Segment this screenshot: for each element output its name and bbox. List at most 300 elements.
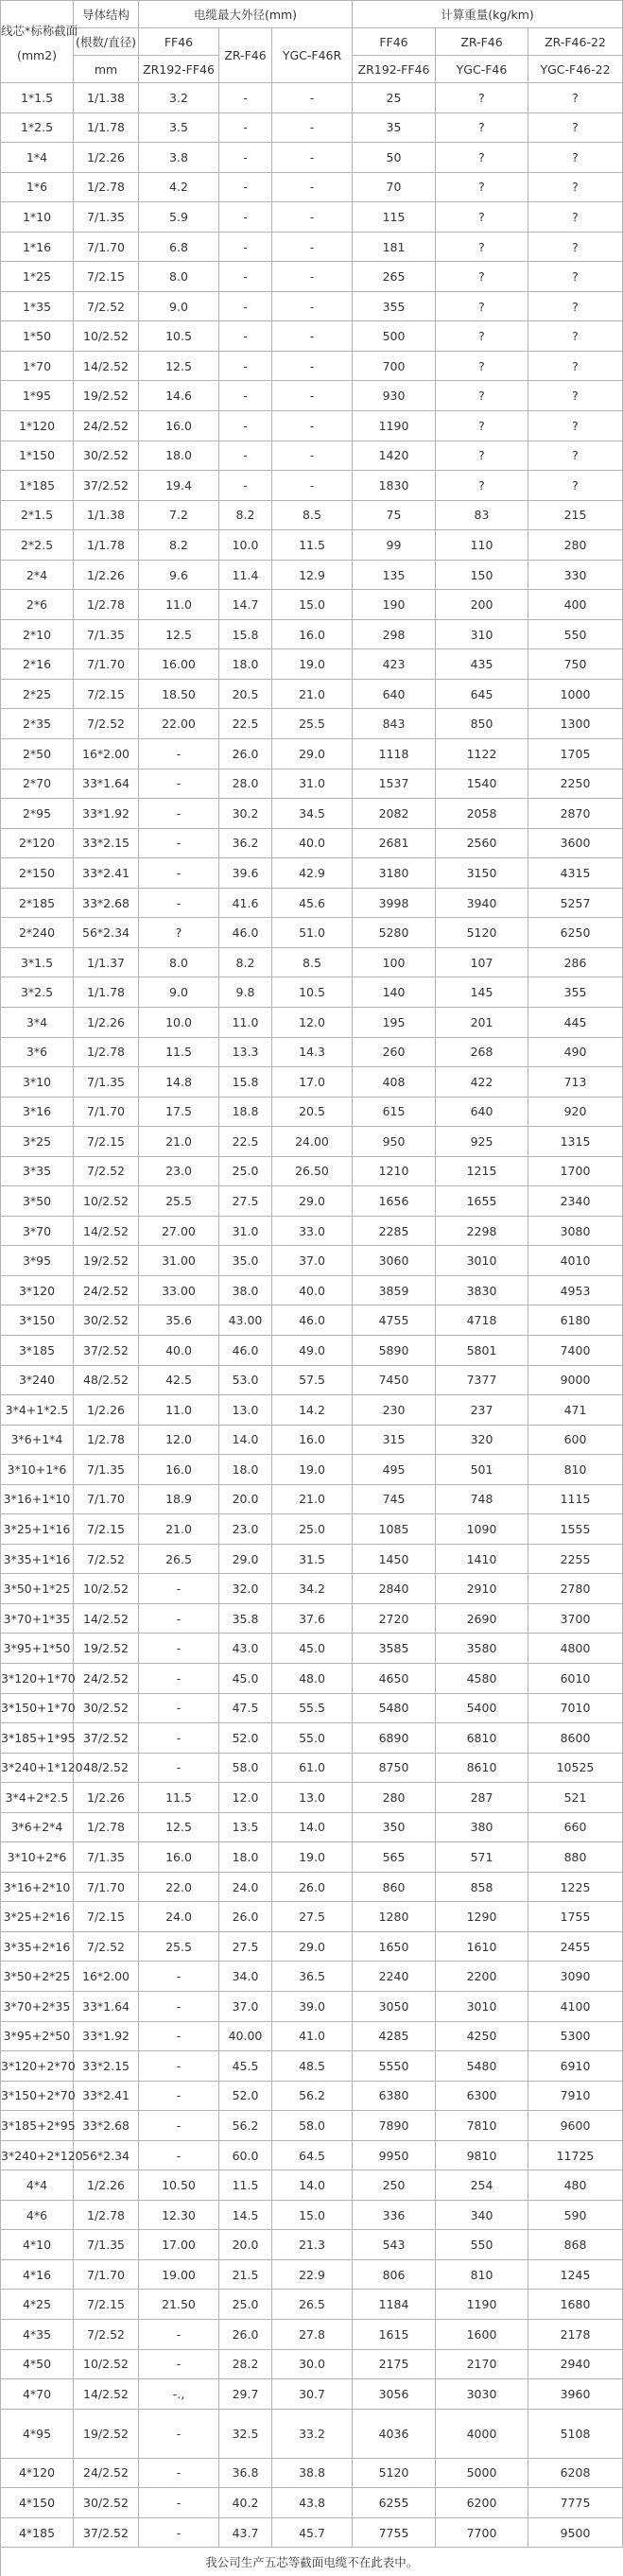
cell-conductor: 1/2.78	[74, 2200, 139, 2230]
cell-d-ff46: 26.5	[139, 1544, 219, 1574]
cell-w-zr-f46-22: 1680	[528, 2290, 623, 2320]
cell-d-ygc-f46r: 45.6	[272, 888, 353, 918]
cell-conductor: 24/2.52	[74, 1275, 139, 1305]
cell-w-zr-f46: 110	[436, 530, 528, 561]
cell-w-zr-f46: 3010	[436, 1992, 528, 2022]
cell-conductor: 7/1.70	[74, 1484, 139, 1514]
cell-d-ff46: 18.9	[139, 1484, 219, 1514]
cell-w-zr-f46-22: 6250	[528, 918, 623, 948]
cell-conductor: 48/2.52	[74, 1365, 139, 1395]
cell-d-ff46: 16.0	[139, 411, 219, 441]
cell-d-ygc-f46r: 55.0	[272, 1723, 353, 1754]
header-d-ygc-f46r: YGC-F46R	[272, 28, 353, 83]
table-row	[1, 1723, 623, 1754]
cell-d-ff46: 10.0	[139, 1007, 219, 1037]
cell-d-zr-f46: 32.0	[219, 1574, 272, 1604]
cell-w-zr-f46-22: 3080	[528, 1216, 623, 1246]
cell-w-ff46: 2082	[353, 799, 436, 829]
table-row	[1, 1872, 623, 1902]
cell-w-zr-f46: 287	[436, 1783, 528, 1813]
cell-d-ygc-f46r: 31.5	[272, 1544, 353, 1574]
cell-w-zr-f46: ?	[436, 381, 528, 411]
cell-w-zr-f46: 5120	[436, 918, 528, 948]
cell-w-zr-f46-22: 490	[528, 1037, 623, 1067]
cell-w-zr-f46: 2690	[436, 1603, 528, 1634]
cell-conductor: 1/1.38	[74, 83, 139, 113]
cell-w-ff46: 950	[353, 1127, 436, 1157]
cell-core-section: 1*1.5	[1, 83, 74, 113]
cell-core-section: 4*185	[1, 2517, 74, 2548]
cell-d-ff46: 11.5	[139, 1037, 219, 1067]
cell-w-ff46: 5120	[353, 2458, 436, 2488]
cell-conductor: 7/2.52	[74, 291, 139, 321]
header-core-section-unit: (mm2)	[16, 47, 58, 62]
cell-core-section: 2*4	[1, 560, 74, 590]
cell-w-zr-f46: 107	[436, 947, 528, 977]
cell-d-zr-f46: 30.2	[219, 799, 272, 829]
cell-w-ff46: 6890	[353, 1723, 436, 1754]
cell-conductor: 33*2.68	[74, 2111, 139, 2141]
cell-d-ff46: 16.0	[139, 1842, 219, 1873]
cell-conductor: 1/2.78	[74, 590, 139, 620]
cell-core-section: 2*120	[1, 828, 74, 858]
cell-core-section: 3*2.5	[1, 977, 74, 1008]
cell-w-zr-f46-22: 355	[528, 977, 623, 1008]
cell-d-ygc-f46r: 51.0	[272, 918, 353, 948]
cell-d-zr-f46: 14.7	[219, 590, 272, 620]
cell-conductor: 16*2.00	[74, 1962, 139, 1992]
cell-core-section: 1*35	[1, 291, 74, 321]
cell-d-ygc-f46r: 61.0	[272, 1753, 353, 1783]
cell-core-section: 3*6	[1, 1037, 74, 1067]
table-row	[1, 888, 623, 918]
cell-w-zr-f46: 310	[436, 619, 528, 649]
cell-w-zr-f46: 4580	[436, 1663, 528, 1693]
cell-w-zr-f46-22: ?	[528, 441, 623, 471]
cell-w-ff46: 2840	[353, 1574, 436, 1604]
cell-w-zr-f46-22: 920	[528, 1097, 623, 1127]
cell-w-ff46: 250	[353, 2170, 436, 2201]
cell-conductor: 1/2.26	[74, 1783, 139, 1813]
cell-w-zr-f46-22: 8600	[528, 1723, 623, 1754]
cell-w-zr-f46-22: ?	[528, 232, 623, 262]
cell-w-ff46: 355	[353, 291, 436, 321]
cell-w-zr-f46: 200	[436, 590, 528, 620]
cell-conductor: 10/2.52	[74, 2349, 139, 2379]
cell-w-zr-f46-22: ?	[528, 381, 623, 411]
cell-d-zr-f46: 15.8	[219, 619, 272, 649]
cell-w-ff46: 2720	[353, 1603, 436, 1634]
cell-w-zr-f46-22: 1555	[528, 1514, 623, 1545]
cell-d-ff46: 22.00	[139, 709, 219, 739]
header-core-section	[1, 1, 78, 83]
cell-w-zr-f46-22: 1700	[528, 1156, 623, 1186]
cell-w-zr-f46-22: 6180	[528, 1305, 623, 1336]
cell-d-ff46: 12.5	[139, 619, 219, 649]
cell-d-zr-f46: 23.0	[219, 1514, 272, 1545]
cell-w-zr-f46-22: ?	[528, 172, 623, 202]
cell-w-zr-f46-22: ?	[528, 143, 623, 173]
cell-core-section: 2*185	[1, 888, 74, 918]
table-row	[1, 1693, 623, 1723]
cell-d-zr-f46: -	[219, 202, 272, 233]
table-row	[1, 1753, 623, 1783]
cell-conductor: 33*1.64	[74, 769, 139, 799]
cell-d-ff46: 35.6	[139, 1305, 219, 1336]
cell-conductor: 14/2.52	[74, 351, 139, 381]
cell-d-ff46: -	[139, 769, 219, 799]
table-row	[1, 1812, 623, 1842]
cell-w-ff46: 190	[353, 590, 436, 620]
cell-conductor: 7/1.35	[74, 2230, 139, 2260]
table-row	[1, 1425, 623, 1455]
cell-w-ff46: 5550	[353, 2051, 436, 2082]
cell-d-ff46: -	[139, 2021, 219, 2051]
table-row	[1, 2458, 623, 2488]
table-row	[1, 2349, 623, 2379]
table-row	[1, 1902, 623, 1932]
table-row	[1, 2230, 623, 2260]
cell-core-section: 3*185	[1, 1335, 74, 1365]
cell-w-zr-f46: 380	[436, 1812, 528, 1842]
cell-core-section: 4*35	[1, 2320, 74, 2350]
cell-w-ff46: 2681	[353, 828, 436, 858]
cell-w-zr-f46: 5480	[436, 2051, 528, 2082]
cell-w-ff46: 543	[353, 2230, 436, 2260]
cell-core-section: 1*150	[1, 441, 74, 471]
cell-w-ff46: 1650	[353, 1931, 436, 1962]
table-row	[1, 2111, 623, 2141]
cell-core-section: 2*1.5	[1, 500, 74, 530]
table-row	[1, 351, 623, 381]
cell-d-ygc-f46r: 48.5	[272, 2051, 353, 2082]
cell-w-ff46: 7755	[353, 2517, 436, 2548]
cell-conductor: 16*2.00	[74, 739, 139, 769]
table-row	[1, 2051, 623, 2082]
cell-d-ygc-f46r: 12.0	[272, 1007, 353, 1037]
cell-d-zr-f46: 56.2	[219, 2111, 272, 2141]
cell-d-zr-f46: 36.2	[219, 828, 272, 858]
cell-d-ygc-f46r: 29.0	[272, 1931, 353, 1962]
cell-w-zr-f46-22: 7400	[528, 1335, 623, 1365]
cell-core-section: 3*6+2*4	[1, 1812, 74, 1842]
header-conductor-unit: mm	[74, 56, 139, 83]
cell-d-ygc-f46r: 19.0	[272, 649, 353, 680]
cell-w-ff46: 408	[353, 1067, 436, 1098]
cell-w-zr-f46: 3580	[436, 1634, 528, 1664]
cell-d-ff46: -	[139, 1574, 219, 1604]
cell-w-zr-f46-22: ?	[528, 112, 623, 143]
cell-d-ygc-f46r: 29.0	[272, 739, 353, 769]
cell-conductor: 33*1.64	[74, 1992, 139, 2022]
cell-d-zr-f46: 28.2	[219, 2349, 272, 2379]
cell-w-zr-f46: 2298	[436, 1216, 528, 1246]
cell-d-ygc-f46r: 15.0	[272, 590, 353, 620]
cell-core-section: 3*4+1*2.5	[1, 1395, 74, 1426]
cell-d-ygc-f46r: 45.0	[272, 1634, 353, 1664]
cell-core-section: 2*2.5	[1, 530, 74, 561]
cell-d-ygc-f46r: 46.0	[272, 1305, 353, 1336]
header-d-zr192-ff46: ZR192-FF46	[139, 56, 219, 83]
cell-d-ygc-f46r: 8.5	[272, 947, 353, 977]
cell-d-ff46: -	[139, 1723, 219, 1754]
cell-w-zr-f46: 7700	[436, 2517, 528, 2548]
cell-w-zr-f46-22: 5257	[528, 888, 623, 918]
cell-w-zr-f46-22: 330	[528, 560, 623, 590]
table-row	[1, 2021, 623, 2051]
cell-d-ff46: -	[139, 828, 219, 858]
cell-d-ff46: 24.0	[139, 1902, 219, 1932]
cell-d-zr-f46: 60.0	[219, 2140, 272, 2170]
cell-w-zr-f46: 571	[436, 1842, 528, 1873]
cell-d-ff46: -	[139, 2488, 219, 2518]
cell-d-ff46: 9.6	[139, 560, 219, 590]
cell-w-zr-f46-22: 7910	[528, 2081, 623, 2111]
cell-w-ff46: 3056	[353, 2379, 436, 2410]
cell-w-zr-f46: 2200	[436, 1962, 528, 1992]
cell-w-zr-f46-22: 1115	[528, 1484, 623, 1514]
cell-w-zr-f46: ?	[436, 411, 528, 441]
cell-d-zr-f46: 46.0	[219, 918, 272, 948]
cell-w-zr-f46: 201	[436, 1007, 528, 1037]
cell-conductor: 30/2.52	[74, 1305, 139, 1336]
cell-w-zr-f46: 4250	[436, 2021, 528, 2051]
cell-conductor: 7/1.35	[74, 1842, 139, 1873]
cell-conductor: 33*2.15	[74, 2051, 139, 2082]
cell-w-ff46: 265	[353, 262, 436, 292]
cell-core-section: 4*120	[1, 2458, 74, 2488]
cell-d-ff46: -	[139, 1962, 219, 1992]
cell-conductor: 1/1.78	[74, 977, 139, 1008]
cell-d-ygc-f46r: 31.0	[272, 769, 353, 799]
cell-w-zr-f46: 6300	[436, 2081, 528, 2111]
cell-d-ff46: 19.00	[139, 2259, 219, 2290]
cell-w-ff46: 565	[353, 1842, 436, 1873]
cell-d-zr-f46: 27.5	[219, 1931, 272, 1962]
table-row	[1, 1246, 623, 1276]
cell-conductor: 24/2.52	[74, 1663, 139, 1693]
cell-d-zr-f46: 40.00	[219, 2021, 272, 2051]
table-row	[1, 1783, 623, 1813]
cell-d-ff46: 17.5	[139, 1097, 219, 1127]
header-core-section-label: 线芯*标称截面	[1, 23, 78, 38]
cell-core-section: 1*25	[1, 262, 74, 292]
cell-d-ff46: -	[139, 2051, 219, 2082]
cell-w-ff46: 25	[353, 83, 436, 113]
cell-w-zr-f46-22: 5108	[528, 2409, 623, 2458]
cell-w-zr-f46-22: 3600	[528, 828, 623, 858]
cell-w-zr-f46-22: 11725	[528, 2140, 623, 2170]
table-row	[1, 947, 623, 977]
cell-d-zr-f46: 58.0	[219, 1753, 272, 1783]
cell-d-zr-f46: 43.0	[219, 1634, 272, 1664]
cell-core-section: 2*10	[1, 619, 74, 649]
table-row	[1, 1574, 623, 1604]
header-w-ff46: FF46	[353, 28, 436, 56]
cell-conductor: 7/2.15	[74, 679, 139, 709]
cell-conductor: 37/2.52	[74, 1723, 139, 1754]
cell-w-ff46: 195	[353, 1007, 436, 1037]
cell-d-ygc-f46r: 10.5	[272, 977, 353, 1008]
cell-w-ff46: 336	[353, 2200, 436, 2230]
cell-d-zr-f46: 43.00	[219, 1305, 272, 1336]
cell-w-zr-f46-22: 2255	[528, 1544, 623, 1574]
cell-conductor: 1/2.78	[74, 172, 139, 202]
cell-d-zr-f46: 11.5	[219, 2170, 272, 2201]
cell-conductor: 7/1.35	[74, 1455, 139, 1485]
cell-w-ff46: 5280	[353, 918, 436, 948]
cell-d-ygc-f46r: 21.0	[272, 679, 353, 709]
cell-d-ff46: 19.4	[139, 471, 219, 501]
table-row	[1, 649, 623, 680]
cell-d-zr-f46: -	[219, 441, 272, 471]
cell-w-ff46: 230	[353, 1395, 436, 1426]
cell-d-ygc-f46r: 64.5	[272, 2140, 353, 2170]
cell-w-zr-f46-22: 4315	[528, 858, 623, 889]
cell-d-ygc-f46r: 15.0	[272, 2200, 353, 2230]
cell-core-section: 3*95+1*50	[1, 1634, 74, 1664]
cell-w-ff46: 75	[353, 500, 436, 530]
cell-d-ff46: 27.00	[139, 1216, 219, 1246]
cell-w-zr-f46: ?	[436, 143, 528, 173]
table-body	[1, 83, 623, 2548]
cell-conductor: 7/1.70	[74, 649, 139, 680]
cell-d-zr-f46: 45.0	[219, 1663, 272, 1693]
cell-w-zr-f46-22: 10525	[528, 1753, 623, 1783]
cell-d-zr-f46: 20.5	[219, 679, 272, 709]
cell-w-zr-f46-22: ?	[528, 83, 623, 113]
cell-conductor: 48/2.52	[74, 1753, 139, 1783]
cell-w-zr-f46-22: 400	[528, 590, 623, 620]
cell-conductor: 1/1.38	[74, 500, 139, 530]
cell-d-ff46: 25.5	[139, 1186, 219, 1217]
cell-w-zr-f46-22: ?	[528, 291, 623, 321]
cell-w-zr-f46-22: 6910	[528, 2051, 623, 2082]
cell-core-section: 1*6	[1, 172, 74, 202]
cell-d-ff46: 11.0	[139, 590, 219, 620]
cell-conductor: 14/2.52	[74, 1603, 139, 1634]
cell-w-zr-f46-22: 550	[528, 619, 623, 649]
cell-core-section: 3*1.5	[1, 947, 74, 977]
cell-core-section: 1*2.5	[1, 112, 74, 143]
cell-d-ygc-f46r: 14.3	[272, 1037, 353, 1067]
cell-d-zr-f46: 18.0	[219, 649, 272, 680]
cell-core-section: 3*120	[1, 1275, 74, 1305]
cell-conductor: 1/1.78	[74, 530, 139, 561]
cell-w-zr-f46-22: ?	[528, 411, 623, 441]
table-row	[1, 172, 623, 202]
cell-d-ygc-f46r: 27.8	[272, 2320, 353, 2350]
table-row	[1, 2488, 623, 2518]
cell-conductor: 33*1.92	[74, 2021, 139, 2051]
cell-w-zr-f46: 4718	[436, 1305, 528, 1336]
cell-d-ygc-f46r: -	[272, 112, 353, 143]
cell-conductor: 7/2.15	[74, 2290, 139, 2320]
cell-w-zr-f46: 7377	[436, 1365, 528, 1395]
cell-d-ygc-f46r: 16.0	[272, 1425, 353, 1455]
cell-w-zr-f46-22: 713	[528, 1067, 623, 1098]
table-row	[1, 560, 623, 590]
cell-core-section: 1*120	[1, 411, 74, 441]
cell-d-ygc-f46r: 21.0	[272, 1484, 353, 1514]
cell-d-zr-f46: 22.5	[219, 709, 272, 739]
cell-core-section: 3*35	[1, 1156, 74, 1186]
cell-conductor: 19/2.52	[74, 2409, 139, 2458]
cell-w-zr-f46: 237	[436, 1395, 528, 1426]
cell-d-ff46: 9.0	[139, 291, 219, 321]
cell-d-ygc-f46r: 30.7	[272, 2379, 353, 2410]
cell-w-ff46: 3180	[353, 858, 436, 889]
cell-d-zr-f46: 45.5	[219, 2051, 272, 2082]
cell-core-section: 3*70	[1, 1216, 74, 1246]
cell-d-zr-f46: 37.0	[219, 1992, 272, 2022]
cell-d-zr-f46: 10.0	[219, 530, 272, 561]
cell-d-ygc-f46r: 14.0	[272, 2170, 353, 2201]
cell-w-ff46: 35	[353, 112, 436, 143]
cell-w-zr-f46-22: 1755	[528, 1902, 623, 1932]
cell-d-ygc-f46r: 13.0	[272, 1783, 353, 1813]
table-row	[1, 381, 623, 411]
cell-d-ff46: 18.0	[139, 441, 219, 471]
cell-d-zr-f46: -	[219, 232, 272, 262]
table-row	[1, 1275, 623, 1305]
table-row	[1, 202, 623, 233]
cell-d-ff46: 17.00	[139, 2230, 219, 2260]
cell-w-zr-f46-22: ?	[528, 321, 623, 352]
cell-d-ygc-f46r: 14.2	[272, 1395, 353, 1426]
cell-w-zr-f46-22: 660	[528, 1812, 623, 1842]
cell-d-zr-f46: 21.5	[219, 2259, 272, 2290]
cell-d-ygc-f46r: 55.5	[272, 1693, 353, 1723]
cell-d-zr-f46: 18.0	[219, 1842, 272, 1873]
cell-w-ff46: 3585	[353, 1634, 436, 1664]
table-row	[1, 83, 623, 113]
cell-core-section: 4*70	[1, 2379, 74, 2410]
cell-w-ff46: 4755	[353, 1305, 436, 1336]
cell-d-zr-f46: 8.2	[219, 947, 272, 977]
cell-d-ygc-f46r: 21.3	[272, 2230, 353, 2260]
cell-w-ff46: 315	[353, 1425, 436, 1455]
cell-d-ff46: 4.2	[139, 172, 219, 202]
cell-w-ff46: 495	[353, 1455, 436, 1485]
table-row	[1, 500, 623, 530]
cell-conductor: 56*2.34	[74, 918, 139, 948]
cell-d-ygc-f46r: -	[272, 143, 353, 173]
cell-w-zr-f46-22: 590	[528, 2200, 623, 2230]
cell-conductor: 7/2.15	[74, 1127, 139, 1157]
cell-w-ff46: 4650	[353, 1663, 436, 1693]
cell-d-ff46: 8.2	[139, 530, 219, 561]
cell-core-section: 4*150	[1, 2488, 74, 2518]
cell-w-zr-f46: 1610	[436, 1931, 528, 1962]
table-row	[1, 799, 623, 829]
cell-d-zr-f46: 26.0	[219, 2320, 272, 2350]
cell-d-ff46: -	[139, 2409, 219, 2458]
table-row	[1, 2517, 623, 2548]
cell-conductor: 1/2.26	[74, 2170, 139, 2201]
table-row	[1, 1395, 623, 1426]
header-w-ygc-f46-22: YGC-F46-22	[528, 56, 623, 83]
cell-d-ff46: 11.0	[139, 1395, 219, 1426]
cell-d-zr-f46: -	[219, 262, 272, 292]
cell-w-zr-f46-22: 1300	[528, 709, 623, 739]
cell-w-ff46: 5890	[353, 1335, 436, 1365]
cell-core-section: 3*4	[1, 1007, 74, 1037]
cell-w-zr-f46: 1290	[436, 1902, 528, 1932]
cell-d-ygc-f46r: -	[272, 351, 353, 381]
cell-w-zr-f46-22: 868	[528, 2230, 623, 2260]
cell-d-ff46: 21.0	[139, 1127, 219, 1157]
